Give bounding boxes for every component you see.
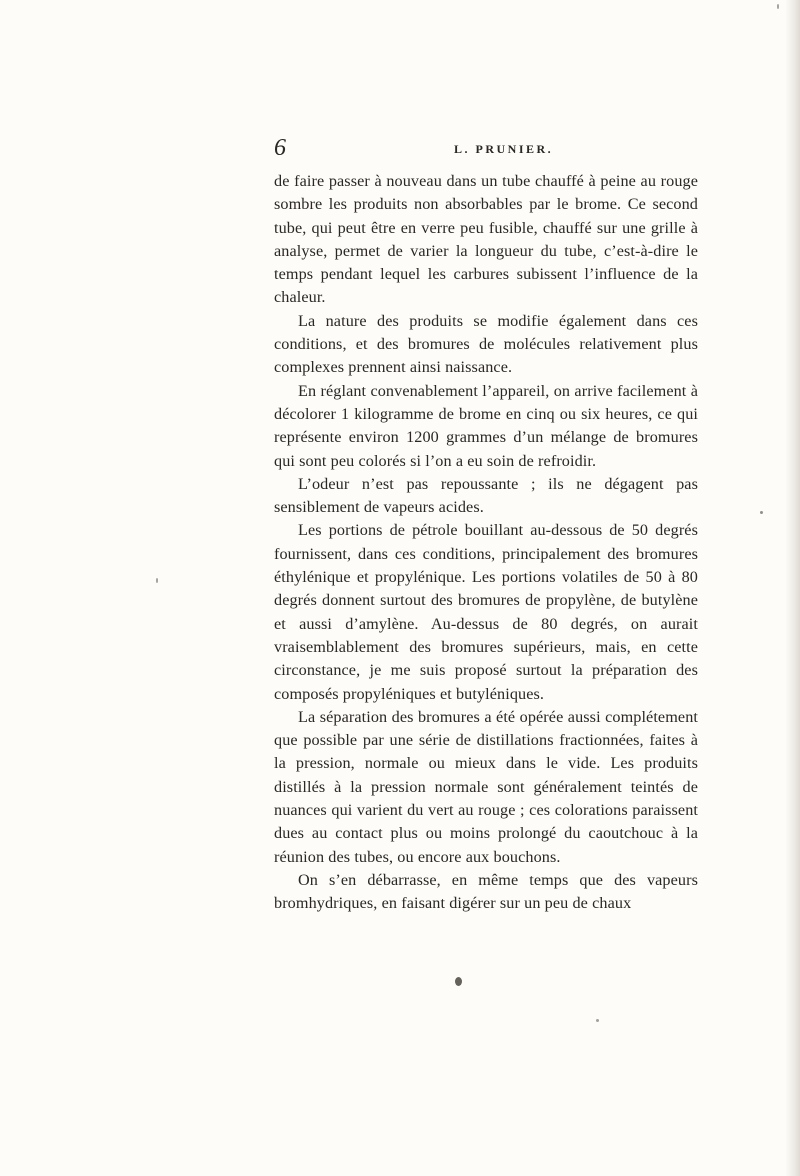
running-head	[274, 133, 698, 163]
ink-speck	[777, 4, 779, 9]
running-title: L. PRUNIER.	[454, 142, 554, 156]
page-number: 6	[274, 135, 286, 161]
paragraph: La séparation des bromures a été opérée aussi complétement que possible par une série de distillations fractionnées, faites à la pression, normale ou mieux dans le vide. Les produits distillés à la pression normale sont généralement teintés de nuances qui varient du vert au rouge ; ces colorations paraissent dues au contact plus ou moins prolongé du caoutchouc à la réunion des tubes, ou encore aux bouchons.	[274, 707, 698, 866]
ink-speck	[760, 511, 763, 514]
body-text	[274, 170, 698, 920]
page-edge-shadow	[786, 0, 800, 1176]
ink-speck	[156, 578, 158, 583]
paragraph: On s’en débarrasse, en même temps que des vapeurs bromhydriques, en faisant digérer sur un peu de chaux	[274, 870, 698, 913]
ink-speck	[455, 977, 462, 986]
paragraph: En réglant convenablement l’appareil, on arrive facilement à décolorer 1 kilogramme de brome en cinq ou six heures, ce qui représente environ 1200 grammes d’un mélange de bromures qui sont peu colorés si l’on a eu soin de refroidir.	[274, 381, 698, 470]
ink-speck	[596, 1019, 599, 1022]
paragraph: de faire passer à nouveau dans un tube chauffé à peine au rouge sombre les produits non absorbables par le brome. Ce second tube, qui peut être en verre peu fusible, chauffé sur une grille à analyse, permet de varier la longueur du tube, c’est-à-dire le temps pendant lequel les carbures subissent l’influence de la chaleur.	[274, 172, 698, 307]
paragraph: Les portions de pétrole bouillant au-dessous de 50 degrés fournissent, dans ces conditions, principalement des bromures éthylénique et propylénique. Les portions volatiles de 50 à 80 degrés donnent surtout des bromures de propylène, de butylène et aussi d’amylène. Au-dessus de 80 degrés, on aurait vraisemblablement des bromures supérieurs, mais, en cette circonstance, je me suis proposé surtout la préparation des composés propyléniques et butyléniques.	[274, 521, 698, 703]
paragraph: La nature des produits se modifie également dans ces conditions, et des bromures de molécules relativement plus complexes prennent ainsi naissance.	[274, 311, 698, 377]
paragraph: L’odeur n’est pas repoussante ; ils ne dégagent pas sensiblement de vapeurs acides.	[274, 474, 698, 517]
